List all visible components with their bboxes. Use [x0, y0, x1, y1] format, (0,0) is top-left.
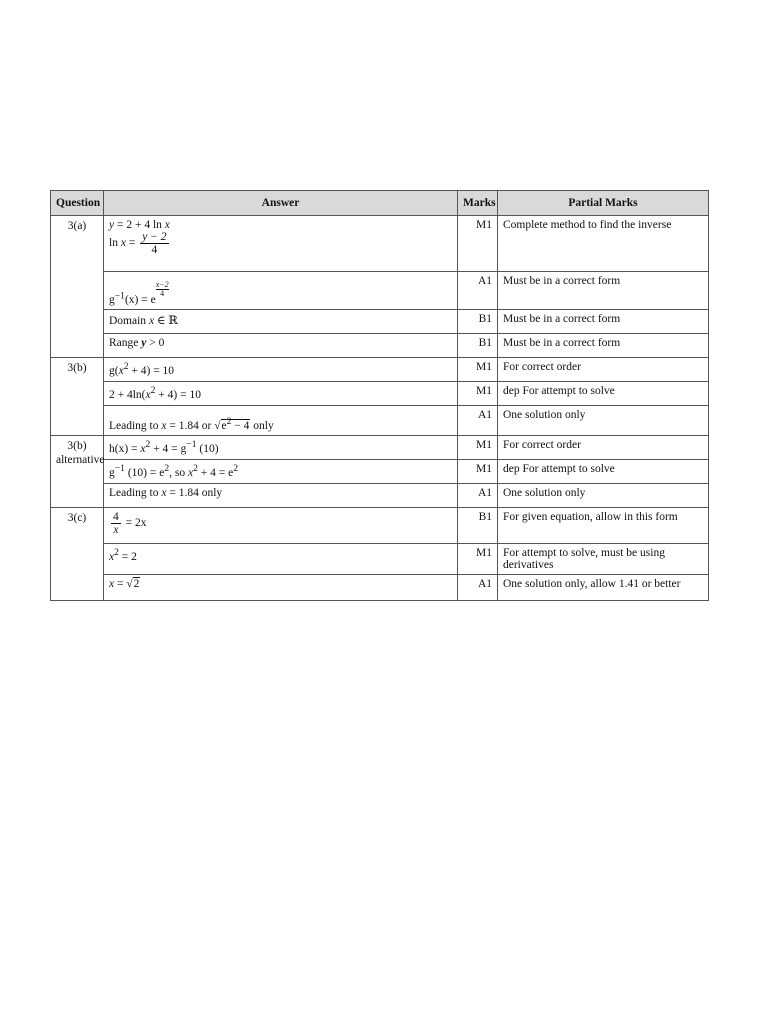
header-row — [51, 191, 709, 216]
table-row — [51, 436, 709, 460]
sqrt-icon: √ — [126, 578, 133, 590]
partial-marks-cell: dep For attempt to solve — [498, 460, 709, 484]
marks-cell: M1 — [458, 216, 498, 272]
header-marks: Marks — [458, 191, 498, 216]
header-question: Question — [51, 191, 104, 216]
marks-cell: A1 — [458, 406, 498, 436]
partial-marks-cell: One solution only — [498, 484, 709, 508]
partial-marks-cell: For correct order — [498, 436, 709, 460]
marks-cell: M1 — [458, 436, 498, 460]
table-row — [51, 544, 709, 575]
question-label: 3(c) — [51, 508, 104, 601]
table-row — [51, 334, 709, 358]
table-row — [51, 460, 709, 484]
answer-cell: $x^2 = 2$ — [104, 544, 458, 575]
answer-cell: $2 + 4\ln(x^2 + 4) = 10$ — [104, 382, 458, 406]
partial-marks-cell: For correct order — [498, 358, 709, 382]
answer-cell: $\frac{4}{x}$ = 2x — [104, 508, 458, 544]
answer-cell: $g^{-1}$ $(10) = e^2$, so $x^2 + 4 = e^2$ — [104, 460, 458, 484]
question-label: 3(b) alternative — [51, 436, 104, 508]
table-row — [51, 406, 709, 436]
table-row — [51, 310, 709, 334]
answer-cell: Range y > 0 — [104, 334, 458, 358]
partial-marks-cell: Complete method to find the inverse — [498, 216, 709, 272]
marks-cell: M1 — [458, 382, 498, 406]
answer-cell: Leading to x = 1.84 or $√e^2 - 4$ only — [104, 406, 458, 436]
table-row — [51, 382, 709, 406]
table-row — [51, 508, 709, 544]
header-partial-marks: Partial Marks — [498, 191, 709, 216]
marks-cell: M1 — [458, 544, 498, 575]
partial-marks-cell: Must be in a correct form — [498, 310, 709, 334]
marks-cell: B1 — [458, 310, 498, 334]
answer-cell: x = √2 — [104, 575, 458, 601]
marks-cell: M1 — [458, 358, 498, 382]
mark-scheme-table — [50, 190, 709, 601]
marks-cell: M1 — [458, 460, 498, 484]
table-row — [51, 484, 709, 508]
table-row — [51, 575, 709, 601]
table-row — [51, 216, 709, 272]
marks-cell: A1 — [458, 575, 498, 601]
partial-marks-cell: dep For attempt to solve — [498, 382, 709, 406]
partial-marks-cell: One solution only, allow 1.41 or better — [498, 575, 709, 601]
answer-cell: Domain x ∈ ℝ — [104, 310, 458, 334]
partial-marks-cell: Must be in a correct form — [498, 272, 709, 310]
marks-cell: B1 — [458, 334, 498, 358]
partial-marks-cell: One solution only — [498, 406, 709, 436]
answer-cell: y = 2 + 4 ln x ln x = $\frac{y - 2}{4}$ — [104, 216, 458, 272]
answer-cell: Leading to x = 1.84 only — [104, 484, 458, 508]
sqrt-icon: √ — [214, 420, 221, 432]
table-row — [51, 358, 709, 382]
table-row — [51, 272, 709, 310]
question-label: 3(b) — [51, 358, 104, 436]
marks-cell: A1 — [458, 484, 498, 508]
marks-cell: A1 — [458, 272, 498, 310]
answer-cell: $g^{-1}(x) = e$ $\frac{x-2}{4}$ — [104, 272, 458, 310]
partial-marks-cell: For given equation, allow in this form — [498, 508, 709, 544]
answer-cell: $g(x^2 + 4) = 10$ — [104, 358, 458, 382]
question-label: 3(a) — [51, 216, 104, 358]
answer-cell: $h(x) = x^2 + 4 = g^{-1}$ (10) — [104, 436, 458, 460]
marks-cell: B1 — [458, 508, 498, 544]
header-answer: Answer — [104, 191, 458, 216]
partial-marks-cell: For attempt to solve, must be using derivatives — [498, 544, 709, 575]
partial-marks-cell: Must be in a correct form — [498, 334, 709, 358]
